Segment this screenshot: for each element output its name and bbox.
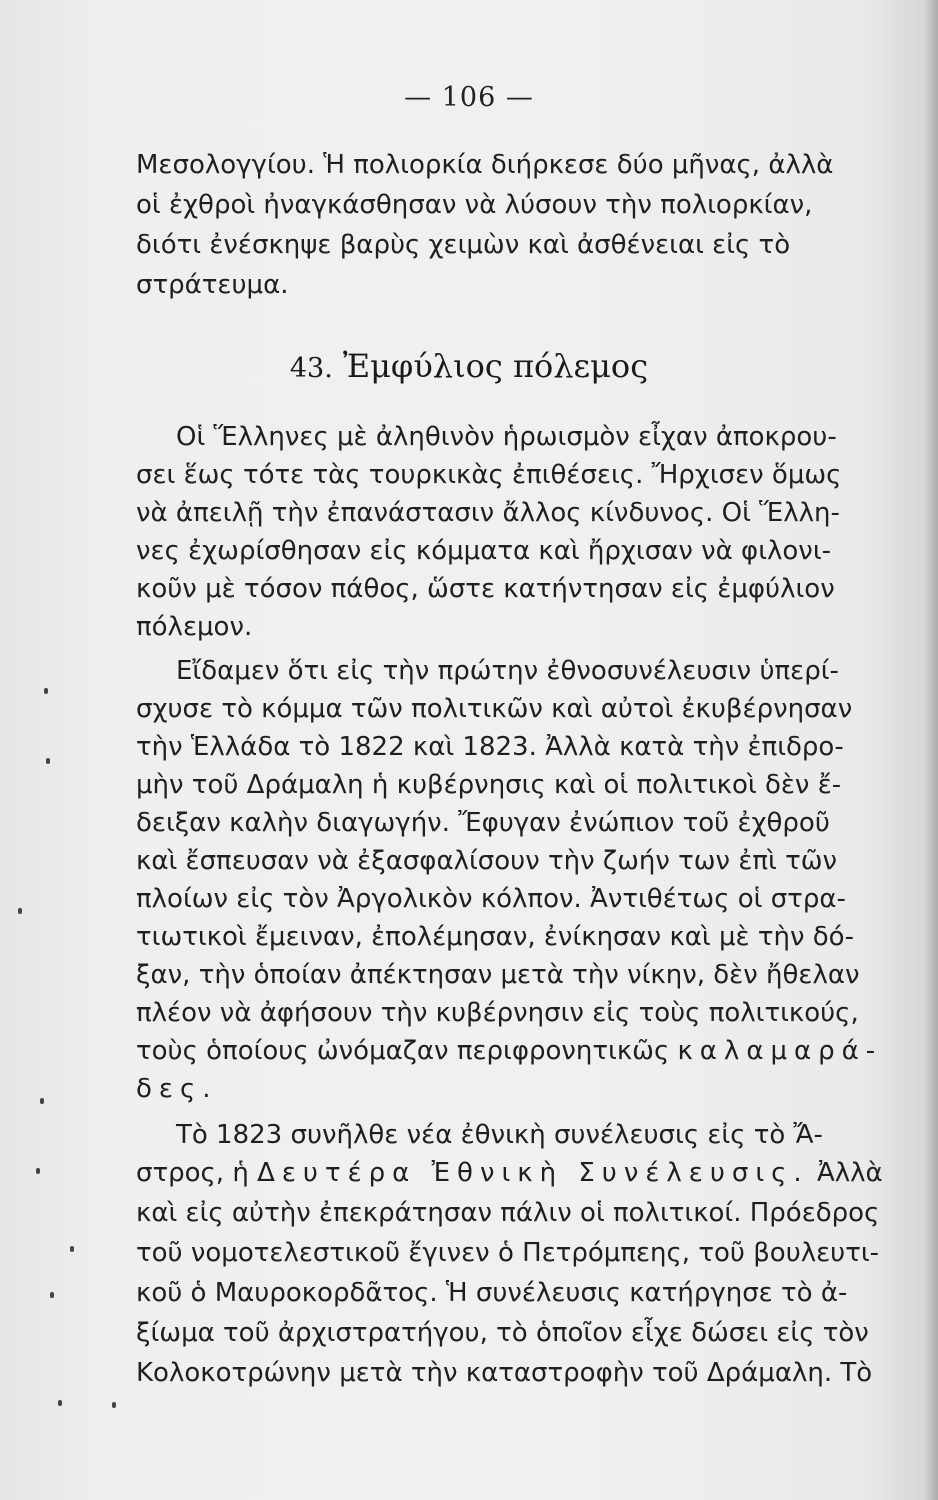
text-line-content: κοῦ ὁ Μαυροκορδᾶτος. Ἡ συνέλευσις κατήργησε τὸ ἀ-: [136, 1278, 848, 1308]
text-line-content: μὴν τοῦ Δράμαλη ἡ κυβέρνησις καὶ οἱ πολιτικοὶ δὲν ἔ-: [136, 770, 842, 800]
scan-speck: [46, 758, 50, 764]
text-line-content: Τὸ 1823 συνῆλθε νέα ἐθνικὴ συνέλευσις εἰς τὸ Ἄ-: [176, 1120, 823, 1150]
text-line-content: τοῦ νομοτελεστικοῦ ἔγινεν ὁ Πετρόμπεης, τοῦ βουλευτι-: [136, 1238, 880, 1268]
text-line-content: νες ἐχωρίσθησαν εἰς κόμματα καὶ ἤρχισαν νὰ φιλονι-: [136, 536, 832, 566]
text-line-content: τὴν Ἑλλάδα τὸ 1822 καὶ 1823. Ἀλλὰ κατὰ τὴν ἐπιδρο-: [136, 732, 844, 762]
text-line: [136, 534, 831, 568]
text-line-content: ξαν, τὴν ὁποίαν ἀπέκτησαν μετὰ τὴν νίκην, δὲν ἤθελαν: [136, 960, 860, 990]
text-line-content: πλοίων εἰς τὸν Ἀργολικὸν κόλπον. Ἀντιθέτως οἱ στρα-: [136, 884, 846, 914]
scan-speck: [44, 688, 48, 694]
text-line-content: σει ἕως τότε τὰς τουρκικὰς ἐπιθέσεις. Ἤρχισεν ὅμως: [136, 460, 842, 490]
page-edge-shadow: [924, 0, 938, 1500]
text-line-content: Μεσολογγίου. Ἡ πολιορκία διήρκεσε δύο μῆνας, ἀλλὰ: [136, 150, 834, 180]
text-line-content: καὶ ἔσπευσαν νὰ ἐξασφαλίσουν τὴν ζωήν των ἐπὶ τῶν: [136, 846, 838, 876]
page-number: — 106 —: [404, 82, 534, 113]
text-line: [136, 1156, 883, 1190]
text-line: [176, 420, 837, 454]
scan-speck: [36, 1168, 40, 1174]
scan-speck: [50, 1292, 54, 1298]
spaced-phrase: Δευτέρα Ἐθνικὴ Συνέλευσις.: [257, 1158, 809, 1188]
scan-speck: [112, 1402, 116, 1408]
text-line-content: τοὺς ὁποίους ὠνόμαζαν περιφρονητικῶς: [136, 1036, 670, 1066]
text-line: [136, 882, 846, 916]
text-line-content: ξίωμα τοῦ ἀρχιστρατήγου, τὸ ὁποῖον εἶχε δώσει εἰς τὸν: [136, 1318, 869, 1348]
text-line: [136, 148, 888, 182]
text-line-content: καὶ εἰς αὐτὴν ἐπεκράτησαν πάλιν οἱ πολιτικοί. Πρόεδρος: [136, 1198, 880, 1228]
text-line: [136, 458, 841, 492]
section-heading: [0, 346, 938, 389]
section-title: Ἐμφύλιος πόλεμος: [342, 347, 649, 385]
text-line-content: τιωτικοὶ ἔμειναν, ἐπολέμησαν, ἐνίκησαν καὶ μὲ τὴν δό-: [136, 922, 854, 952]
text-line: [136, 806, 830, 840]
text-line: [136, 844, 837, 878]
text-line: [136, 228, 790, 262]
scan-speck: [18, 908, 22, 914]
text-line-content: Ἀλλὰ: [816, 1158, 883, 1188]
text-line-content: σχυσε τὸ κόμμα τῶν πολιτικῶν καὶ αὐτοὶ ἐκυβέρνησαν: [136, 694, 853, 724]
text-line: [136, 920, 854, 954]
text-line: [136, 496, 840, 530]
text-line: [136, 958, 860, 992]
text-line: [136, 1276, 847, 1310]
text-line: [136, 768, 841, 802]
text-line: [136, 1236, 879, 1270]
text-line: [136, 730, 844, 764]
text-line-content: δες.: [136, 1074, 218, 1104]
text-line: [136, 996, 859, 1030]
text-line-content: διότι ἐνέσκηψε βαρὺς χειμὼν καὶ ἀσθένειαι εἰς τὸ: [136, 230, 791, 260]
text-line: [136, 1196, 879, 1230]
text-line: [136, 610, 252, 644]
text-line-content: Οἱ Ἕλληνες μὲ ἀληθινὸν ἡρωισμὸν εἶχαν ἀποκρου-: [176, 422, 837, 452]
text-line: [176, 1118, 823, 1152]
scan-speck: [70, 1246, 74, 1252]
text-line: [136, 692, 852, 726]
text-line-content: πλέον νὰ ἀφήσουν τὴν κυβέρνησιν εἰς τοὺς πολιτικούς,: [136, 998, 859, 1028]
spaced-word: καλαμαρά-: [677, 1036, 883, 1066]
text-line: [136, 1316, 869, 1350]
text-line-content: πόλεμον.: [136, 612, 253, 642]
scan-speck: [40, 1098, 44, 1104]
text-line-content: Κολοκοτρώνην μετὰ τὴν καταστροφὴν τοῦ Δράμαλη. Τὸ: [136, 1358, 873, 1388]
text-line: [136, 1356, 872, 1390]
text-line: [136, 1072, 218, 1106]
text-line-content: στρος, ἡ: [136, 1158, 249, 1188]
text-line: [176, 654, 839, 688]
text-line: [136, 572, 835, 606]
text-line-content: κοῦν μὲ τόσον πάθος, ὥστε κατήντησαν εἰς ἐμφύλιον: [136, 574, 835, 604]
text-line: [136, 188, 812, 222]
text-line-content: Εἴδαμεν ὅτι εἰς τὴν πρώτην ἐθνοσυνέλευσιν ὑπερί-: [176, 656, 839, 686]
scan-speck: [58, 1400, 62, 1406]
text-line-content: νὰ ἀπειλῇ τὴν ἐπανάστασιν ἄλλος κίνδυνος. Οἱ Ἕλλη-: [136, 498, 840, 528]
section-number: 43.: [289, 353, 333, 384]
text-line-content: δειξαν καλὴν διαγωγήν. Ἔφυγαν ἐνώπιον τοῦ ἐχθροῦ: [136, 808, 830, 838]
text-line-content: οἱ ἐχθροὶ ἠναγκάσθησαν νὰ λύσουν τὴν πολιορκίαν,: [136, 190, 813, 220]
text-line: [136, 1034, 882, 1068]
text-line: [136, 268, 288, 302]
text-line-content: στράτευμα.: [136, 270, 289, 300]
